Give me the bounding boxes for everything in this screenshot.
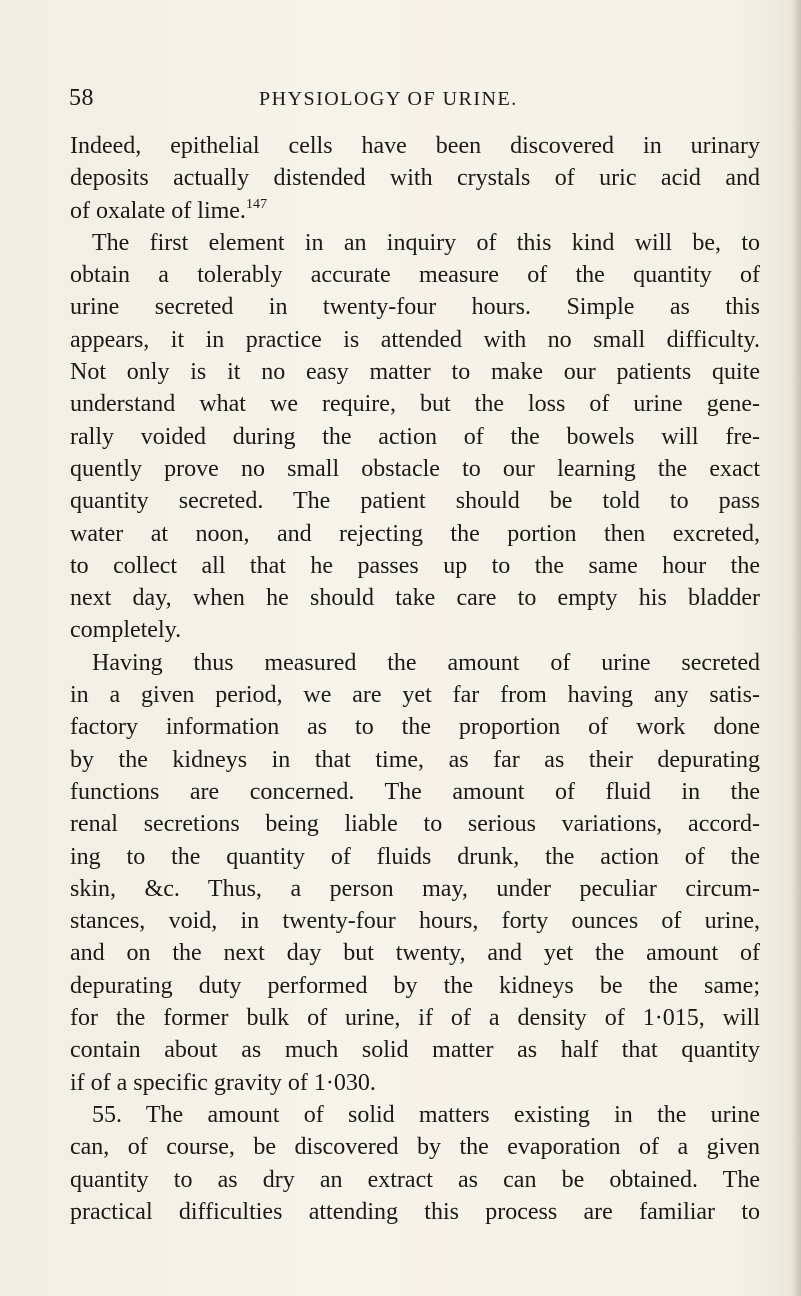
footnote-reference: 147 [245,196,267,212]
text-line-content: quantity secreted. The patient should be told to pass [70,488,760,515]
text-line [70,130,760,162]
text-line-content: in a given period, we are yet far from having any satis- [70,682,760,709]
text-line [70,905,760,937]
text-line [70,453,760,485]
text-line-content: can, of course, be discovered by the evaporation of a given [70,1134,760,1161]
text-line-content: and on the next day but twenty, and yet the amount of [70,940,760,967]
text-line-content: of oxalate of lime. [70,197,246,224]
text-line [70,485,760,517]
text-line-content: contain about as much solid matter as half that quantity [70,1037,760,1064]
page-header [69,85,749,115]
text-line [70,324,760,356]
text-line [70,1099,760,1131]
text-line [70,1002,760,1034]
running-head: PHYSIOLOGY OF URINE. [259,88,518,110]
text-line [70,970,760,1002]
text-line-content: 55. The amount of solid matters existing in the urine [92,1101,760,1128]
text-line-content: obtain a tolerably accurate measure of the quantity of [70,262,760,289]
text-line [70,518,760,550]
text-line-content: urine secreted in twenty-four hours. Simple as this [70,294,760,321]
page-number: 58 [69,85,94,111]
text-line-content: deposits actually distended with crystals of uric acid and [70,165,760,192]
text-line-content: The first element in an inquiry of this kind will be, to [92,229,760,256]
text-line [70,808,760,840]
text-line [70,162,760,194]
text-line [70,356,760,388]
text-line [70,841,760,873]
text-line [70,259,760,291]
text-line-content: if of a specific gravity of 1·030. [70,1069,376,1096]
text-line [70,1067,760,1099]
text-line-content: next day, when he should take care to empty his bladder [70,585,760,612]
text-line [70,1164,760,1196]
text-line-content: skin, &c. Thus, a person may, under peculiar circum- [70,875,760,902]
text-line-content: quantity to as dry an extract as can be obtained. The [70,1166,760,1193]
text-line-content: rally voided during the action of the bowels will fre- [70,423,760,450]
text-line-content: functions are concerned. The amount of fluid in the [70,778,760,805]
text-line-content: stances, void, in twenty-four hours, forty ounces of urine, [70,908,760,935]
text-line [70,1131,760,1163]
text-line-content: to collect all that he passes up to the same hour the [70,552,760,579]
text-line [70,227,760,259]
text-line [70,776,760,808]
text-line [70,873,760,905]
text-line-content: completely. [70,617,182,644]
text-line [70,421,760,453]
text-line [70,291,760,323]
text-line [70,388,760,420]
text-line-content: water at noon, and rejecting the portion then excreted, [70,520,760,547]
text-line [70,647,760,679]
text-line-content: Indeed, epithelial cells have been discovered in urinary [70,133,760,159]
text-line [70,1196,760,1228]
text-line-content: renal secretions being liable to serious variations, accord- [70,811,760,838]
text-line-content: ing to the quantity of fluids drunk, the action of the [70,843,760,870]
text-line [70,679,760,711]
text-line [70,582,760,614]
text-line [70,550,760,582]
text-line-content: practical difficulties attending this process are familiar to [70,1198,760,1225]
text-line-content: Not only is it no easy matter to make our patients quite [70,359,760,386]
text-line [70,937,760,969]
text-line-content: for the former bulk of urine, if of a density of 1·015, will [70,1005,760,1032]
text-line-content: understand what we require, but the loss of urine gene- [70,391,760,418]
text-line [70,1034,760,1066]
text-line-content: by the kidneys in that time, as far as their depurating [70,746,760,773]
text-line-content: Having thus measured the amount of urine secreted [92,649,760,676]
text-line-content: depurating duty performed by the kidneys be the same; [70,972,760,999]
body-text [70,130,760,1228]
text-line-content: appears, it in practice is attended with no small difficulty. [70,326,760,353]
text-line [70,744,760,776]
text-line [70,614,760,646]
text-line [70,195,760,227]
text-line-content: factory information as to the proportion of work done [70,714,760,741]
text-line [70,711,760,743]
text-line-content: quently prove no small obstacle to our learning the exact [70,455,760,482]
page-edge-shadow [791,0,801,1296]
